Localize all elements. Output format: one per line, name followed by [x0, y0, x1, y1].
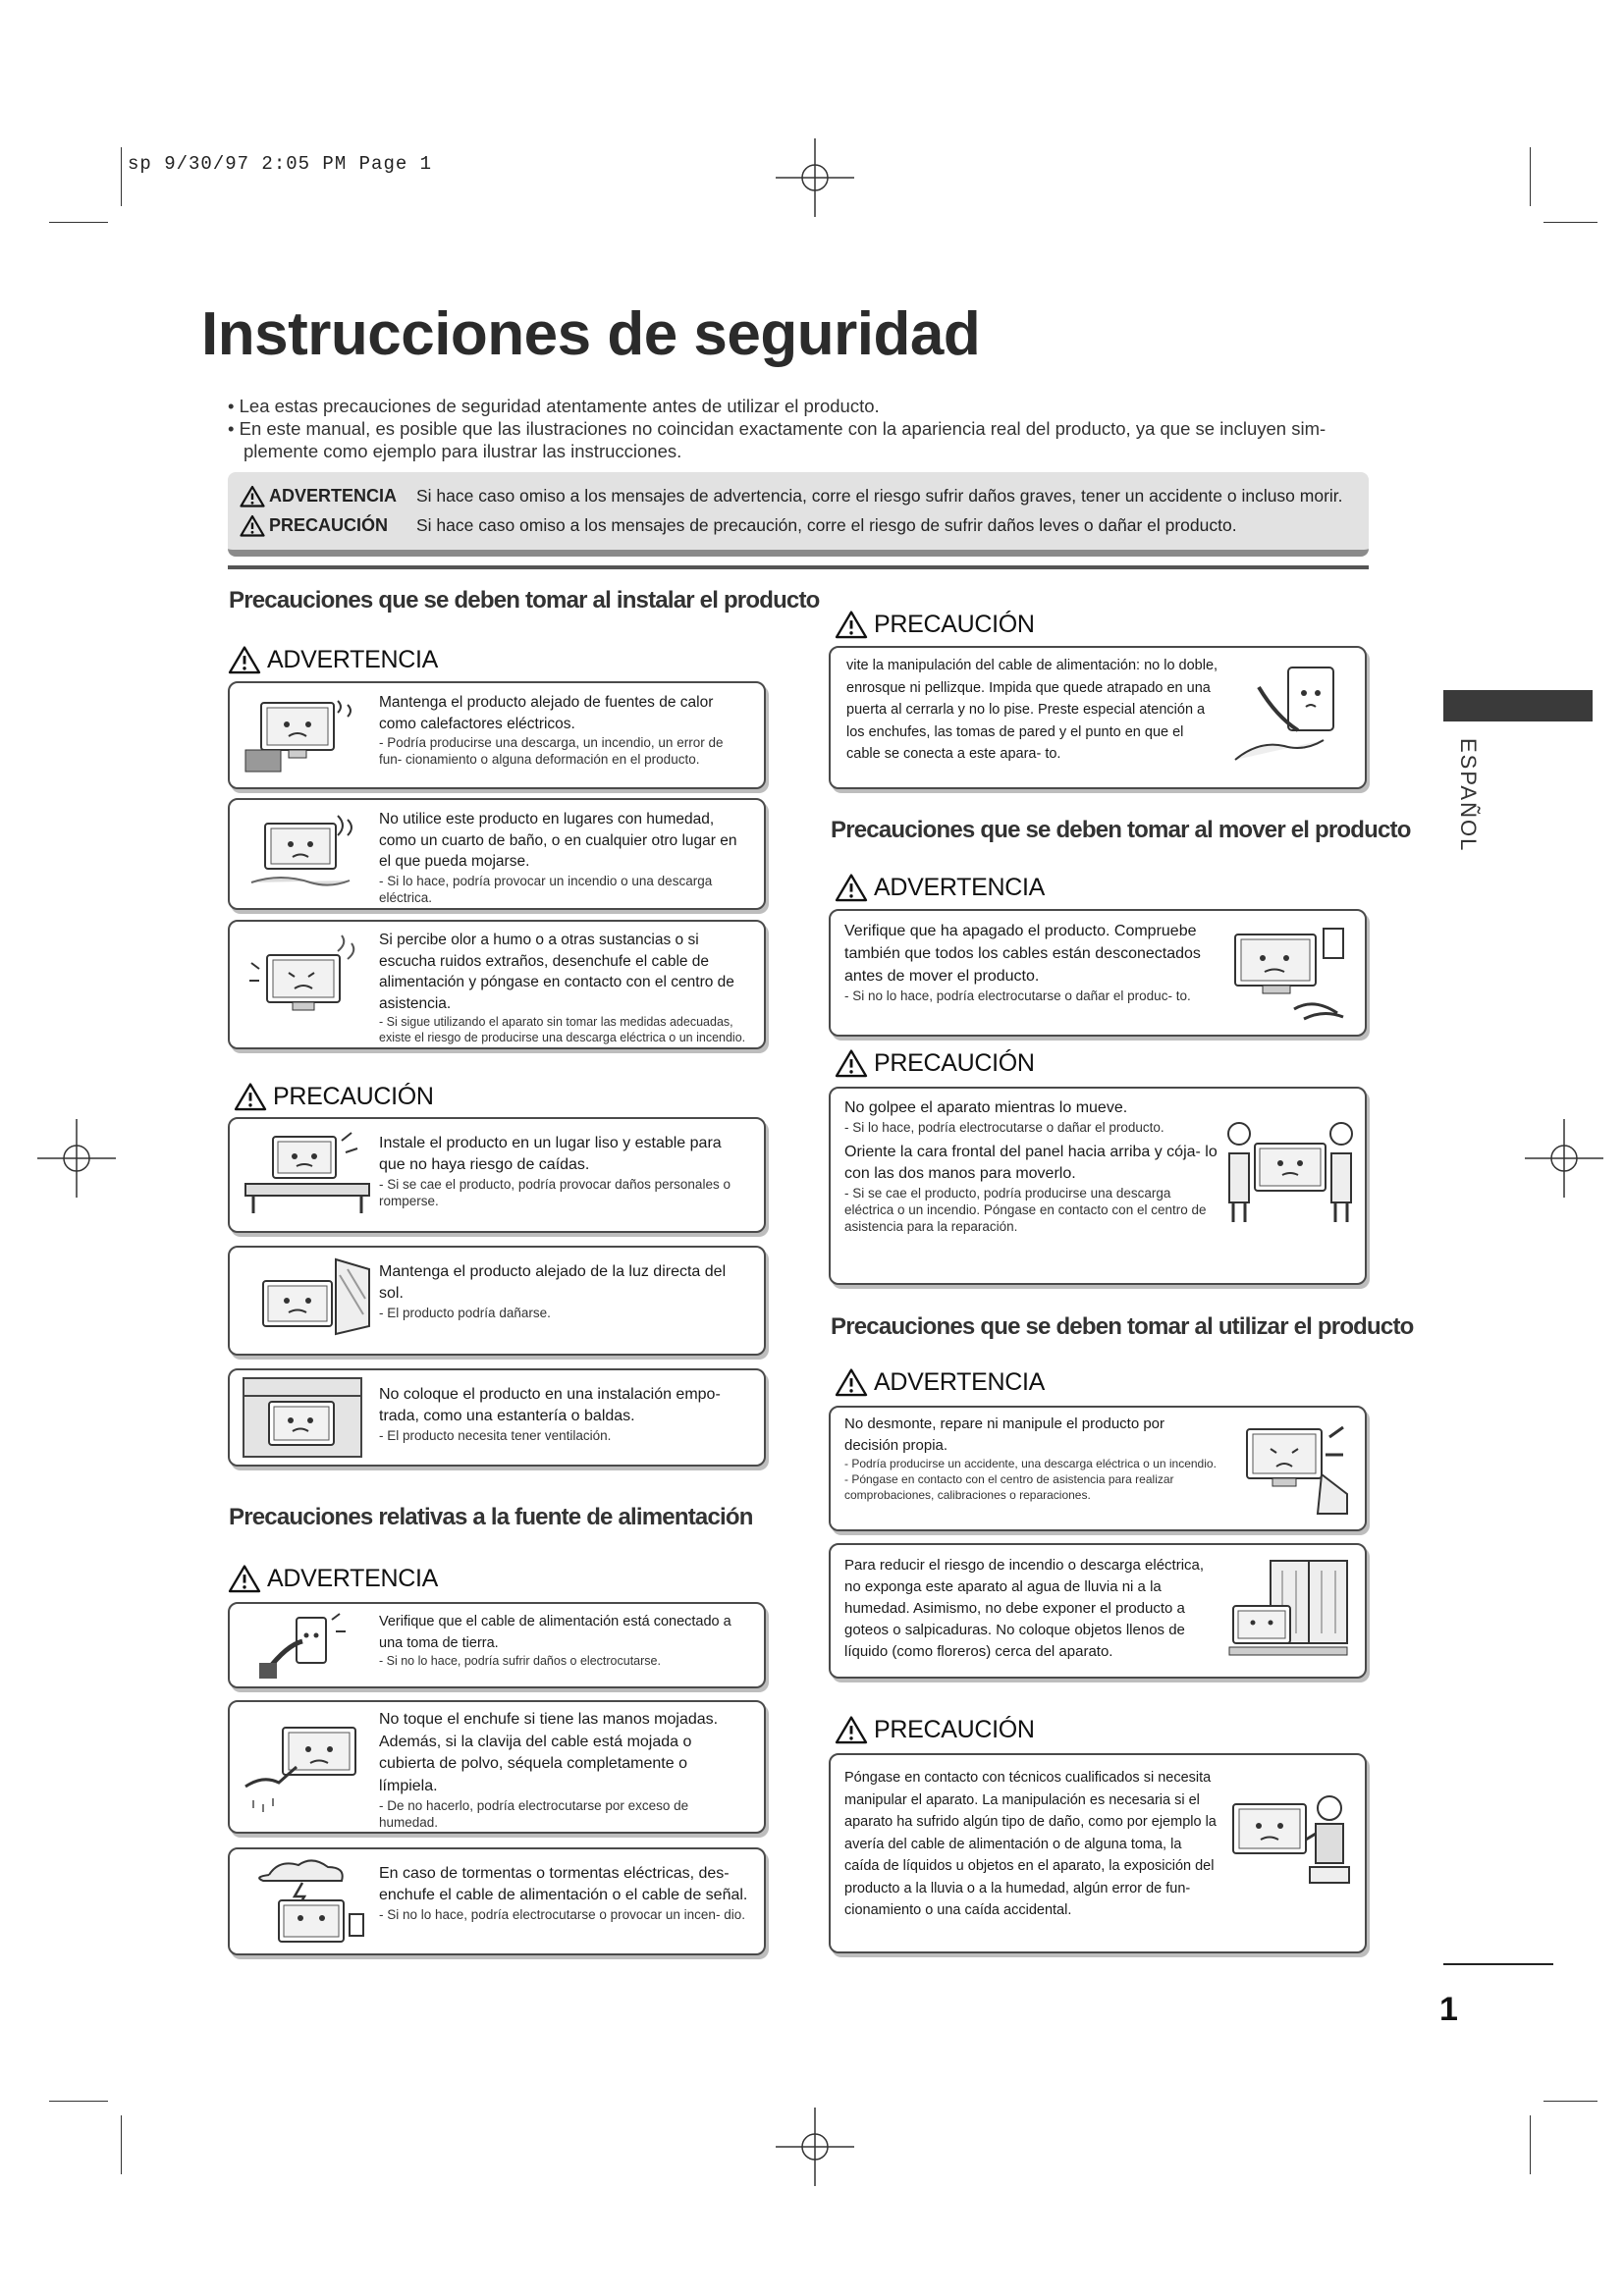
- legend-warning-row: [240, 482, 1343, 509]
- caution-card: [228, 798, 766, 910]
- caution-heading: PRECAUCIÓN: [835, 610, 1035, 639]
- tv-cabinet-illustration: [240, 1376, 377, 1459]
- card-text: Oriente la cara frontal del panel hacia arriba y cója- lo con las dos manos para moverlo.: [844, 1144, 1218, 1182]
- tv-stand-illustration: [240, 1127, 377, 1221]
- legend-warning-label: ADVERTENCIA: [269, 485, 398, 506]
- intro-line: plemente como ejemplo para ilustrar las instrucciones.: [244, 441, 682, 461]
- card-subtext: - El producto necesita tener ventilación.: [379, 1428, 612, 1443]
- warning-triangle-icon: [835, 873, 868, 902]
- caution-card: [829, 646, 1367, 789]
- card-text: No coloque el producto en una instalación empo- trada, como una estantería o baldas.: [379, 1386, 721, 1424]
- caution-card: [228, 1246, 766, 1356]
- warning-triangle-icon: [835, 1367, 868, 1397]
- card-subtext: - El producto podría dañarse.: [379, 1306, 551, 1320]
- caution-card: [228, 1847, 766, 1955]
- intro-line: • En este manual, es posible que las ilustraciones no coincidan exactamente con la apariencia real del producto, ya que se incluyen sim-: [228, 418, 1326, 439]
- caution-card: [228, 920, 766, 1049]
- caution-heading: PRECAUCIÓN: [835, 1048, 1035, 1078]
- print-header: sp 9/30/97 2:05 PM Page 1: [128, 153, 433, 175]
- card-subtext: - De no hacerlo, podría electrocutarse por exceso de humedad.: [379, 1798, 689, 1830]
- warning-triangle-icon: [835, 1048, 868, 1078]
- intro-line: • Lea estas precauciones de seguridad atentamente antes de utilizar el producto.: [228, 396, 880, 416]
- card-text: Póngase en contacto con técnicos cualificados si necesita manipular el aparato. La manipulación es necesaria si el aparato ha sufrido algún tipo de daño, como por ejemplo la avería del cable de alimentación o de alguna toma, la caída de líquidos u objetos en el aparato, la exposición del producto a la lluvia o a la humedad, algún error de fun- cionamiento o una caída accidental.: [844, 1770, 1217, 1918]
- crop-mark: [1530, 147, 1531, 206]
- divider: [1443, 1963, 1553, 1965]
- section-heading-move: Precauciones que se deben tomar al mover el producto: [831, 817, 1411, 843]
- crop-mark: [49, 222, 108, 223]
- crop-mark: [121, 2115, 122, 2174]
- warning-triangle-icon: [240, 485, 265, 507]
- legend-caution-row: [240, 511, 1237, 539]
- caution-card: [228, 681, 766, 789]
- card-text: vite la manipulación del cable de alimentación: no lo doble, enrosque ni pellizque. Impida que quede atrapado en una puerta al cerrarla y no lo pise. Preste especial atención a los enchufes, las tomas de pared y el punto en que el cable se conecta a este apara- to.: [846, 658, 1218, 762]
- tv-sunlight-illustration: [240, 1255, 377, 1346]
- ground-plug-illustration: [257, 1610, 365, 1681]
- crop-mark: [1530, 2115, 1531, 2174]
- page-number: 1: [1439, 1991, 1458, 2028]
- card-subtext: - Si no lo hace, podría sufrir daños o electrocutarse.: [379, 1654, 661, 1668]
- caution-card: [829, 909, 1367, 1037]
- tv-heater-illustration: [240, 693, 367, 777]
- crop-mark: [121, 147, 122, 206]
- card-subtext: - Si lo hace, podría electrocutarse o dañar el producto.: [844, 1120, 1164, 1135]
- card-subtext: - Si sigue utilizando el aparato sin tomar las medidas adecuadas, existe el riesgo de producirse una descarga eléctrica o un incendio.: [379, 1015, 746, 1044]
- card-text: Para reducir el riesgo de incendio o descarga eléctrica, no exponga este aparato al agua de lluvia ni a la humedad. Asimismo, no debe exponer el producto a goteos o salpicaduras. No coloque objetos llenos de líquido (como floreros) cerca del aparato.: [844, 1557, 1205, 1660]
- section-heading-use: Precauciones que se deben tomar al utilizar el producto: [831, 1313, 1414, 1340]
- card-text: En caso de tormentas o tormentas eléctricas, des- enchufe el cable de alimentación o el cable de señal.: [379, 1865, 748, 1903]
- storm-unplug-illustration: [240, 1855, 377, 1948]
- caution-card: [228, 1700, 766, 1834]
- card-subtext: - Si lo hace, podría provocar un incendio o una descarga eléctrica.: [379, 873, 713, 905]
- warning-triangle-icon: [835, 610, 868, 639]
- language-tab-label: ESPAÑOL: [1456, 738, 1481, 853]
- registration-mark-icon: [1525, 1119, 1603, 1198]
- warning-triangle-icon: [835, 1715, 868, 1744]
- card-text: No utilice este producto en lugares con humedad, como un cuarto de baño, o en cualquier otro lugar en el que pueda mojarse.: [379, 811, 737, 870]
- caution-card: [228, 1368, 766, 1467]
- tv-cables-illustration: [1225, 921, 1355, 1027]
- tv-rain-illustration: [1227, 1557, 1355, 1665]
- card-text: No toque el enchufe si tiene las manos mojadas. Además, si la clavija del cable está mojada o cubierta de polvo, séquela completamente o límpiela.: [379, 1711, 719, 1794]
- wet-hands-illustration: [240, 1714, 377, 1820]
- warning-triangle-icon: [234, 1082, 267, 1111]
- warning-triangle-icon: [240, 514, 265, 537]
- card-subtext: - Podría producirse una descarga, un incendio, un error de fun- cionamiento o alguna deformación en el producto.: [379, 735, 724, 767]
- legend-box: [228, 472, 1369, 557]
- card-text: Mantenga el producto alejado de la luz directa del sol.: [379, 1263, 727, 1302]
- card-text: No desmonte, repare ni manipule el producto por decisión propia.: [844, 1415, 1165, 1454]
- section-heading-install: Precauciones que se deben tomar al instalar el producto: [229, 587, 820, 614]
- warning-triangle-icon: [228, 1564, 261, 1593]
- legend-caution-text: Si hace caso omiso a los mensajes de precaución, corre el riesgo de sufrir daños leves o dañar el producto.: [416, 514, 1237, 535]
- tv-water-illustration: [242, 810, 369, 898]
- card-text: Instale el producto en un lugar liso y estable para que no haya riesgo de caídas.: [379, 1135, 722, 1173]
- registration-mark-icon: [37, 1119, 116, 1198]
- caution-card: [829, 1087, 1367, 1285]
- card-text: Verifique que el cable de alimentación está conectado a una toma de tierra.: [379, 1614, 731, 1651]
- tv-smoke-illustration: [244, 934, 371, 1032]
- warning-triangle-icon: [228, 645, 261, 674]
- legend-caution-label: PRECAUCIÓN: [269, 514, 389, 535]
- page-title: Instrucciones de seguridad: [201, 300, 981, 368]
- card-text: Verifique que ha apagado el producto. Compruebe también que todos los cables están desconectados antes de mover el producto.: [844, 923, 1201, 985]
- caution-card: [228, 1117, 766, 1233]
- caution-heading: PRECAUCIÓN: [835, 1715, 1035, 1744]
- caution-card: [829, 1406, 1367, 1531]
- two-people-carry-illustration: [1223, 1118, 1357, 1226]
- card-text: Si percibe olor a humo o a otras sustancias o si escucha ruidos extraños, desenchufe el cable de alimentación y póngase en contacto con el centro de asistencia.: [379, 932, 734, 1012]
- card-subtext: - Póngase en contacto con el centro de asistencia para realizar comprobaciones, calibraciones o reparaciones.: [844, 1472, 1174, 1502]
- crop-mark: [49, 2101, 108, 2102]
- card-text: No golpee el aparato mientras lo mueve.: [844, 1099, 1128, 1116]
- caution-card: [829, 1543, 1367, 1679]
- technician-illustration: [1227, 1785, 1355, 1887]
- warning-heading: ADVERTENCIA: [835, 873, 1045, 902]
- tv-tools-illustration: [1227, 1419, 1355, 1518]
- warning-heading: ADVERTENCIA: [228, 645, 438, 674]
- card-text: Mantenga el producto alejado de fuentes de calor como calefactores eléctricos.: [379, 694, 714, 732]
- card-subtext: - Si se cae el producto, podría provocar daños personales o romperse.: [379, 1177, 731, 1208]
- power-cord-illustration: [1229, 658, 1353, 775]
- crop-mark: [1543, 2101, 1597, 2102]
- registration-mark-icon: [776, 138, 854, 217]
- registration-mark-icon: [776, 2108, 854, 2186]
- card-subtext: - Podría producirse un accidente, una descarga eléctrica o un incendio.: [844, 1457, 1217, 1470]
- warning-heading: ADVERTENCIA: [835, 1367, 1045, 1397]
- card-subtext: - Si se cae el producto, podría producirse una descarga eléctrica o un incendio. Póngase en contacto con el centro de asistencia para la reparación.: [844, 1186, 1207, 1234]
- caution-heading: PRECAUCIÓN: [234, 1082, 434, 1111]
- caution-card: [228, 1602, 766, 1688]
- warning-heading: ADVERTENCIA: [228, 1564, 438, 1593]
- card-subtext: - Si no lo hace, podría electrocutarse o dañar el produc- to.: [844, 988, 1191, 1003]
- divider: [228, 565, 1369, 569]
- section-heading-power: Precauciones relativas a la fuente de alimentación: [229, 1504, 753, 1530]
- crop-mark: [1543, 222, 1597, 223]
- language-tab: [1443, 690, 1593, 721]
- caution-card: [829, 1753, 1367, 1953]
- legend-warning-text: Si hace caso omiso a los mensajes de advertencia, corre el riesgo sufrir daños graves, tener un accidente o incluso morir.: [416, 485, 1343, 506]
- card-subtext: - Si no lo hace, podría electrocutarse o provocar un incen- dio.: [379, 1907, 745, 1922]
